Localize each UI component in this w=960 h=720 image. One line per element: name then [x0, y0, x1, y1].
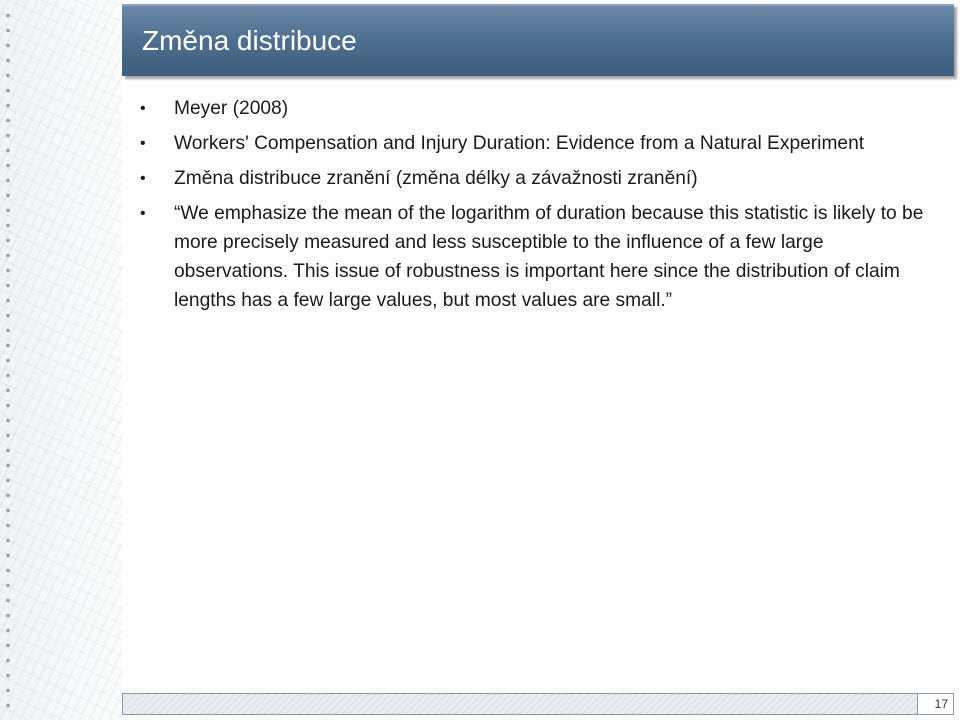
bullet-dot-icon: •	[140, 205, 146, 222]
bullet-dot-icon: •	[140, 170, 146, 187]
bullet-item	[136, 94, 936, 123]
left-decorative-strip	[0, 0, 122, 720]
slide-title: Změna distribuce	[142, 25, 357, 56]
bullet-list	[136, 94, 936, 321]
footer-bar	[122, 693, 954, 715]
page-number: 17	[917, 694, 953, 714]
title-bar	[122, 4, 954, 76]
bullet-text: Workers' Compensation and Injury Duration: Evidence from a Natural Experiment	[174, 133, 865, 154]
bullet-item	[136, 164, 936, 193]
bullet-text: “We emphasize the mean of the logarithm of duration because this statistic is likely to be more precisely measured and less susceptible to the influence of a few large observations. This issue of robustness is important here since the distribution of claim lengths has a few large values, but most values are small.”	[174, 203, 924, 311]
bullet-dot-icon: •	[140, 100, 146, 117]
bullet-text: Meyer (2008)	[174, 98, 289, 119]
bullet-text: Změna distribuce zranění (změna délky a závažnosti zranění)	[174, 168, 698, 189]
bullet-item	[136, 129, 936, 158]
dotted-border	[5, 8, 11, 714]
title-bar-highlight	[122, 4, 954, 6]
bullet-item	[136, 199, 936, 315]
bullet-dot-icon: •	[140, 135, 146, 152]
